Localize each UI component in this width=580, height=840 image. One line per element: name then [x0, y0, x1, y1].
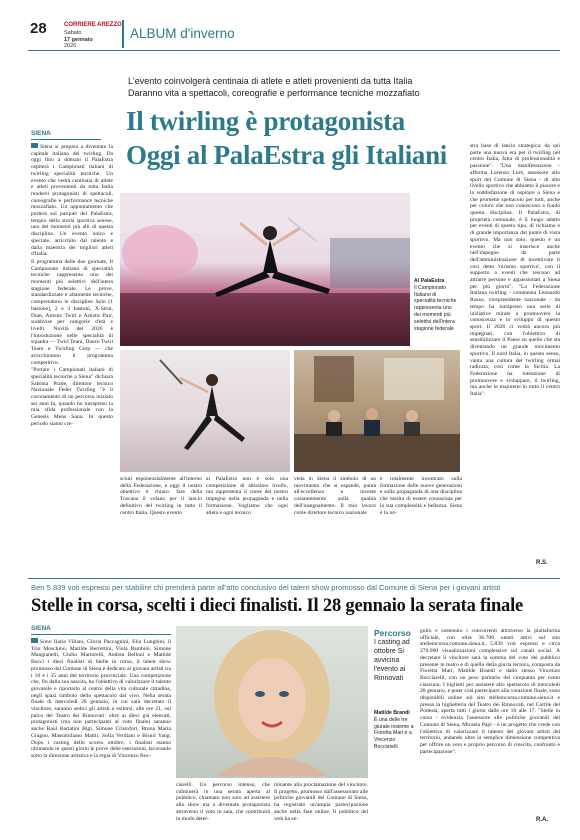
photo-twirler-baton [120, 350, 290, 472]
article1-title-line-1: Il twirling è protagonista [126, 106, 405, 136]
article1-bottom-col-3: veda in Siena il simbolo di un movimento che si espande, punta all'eccellenza e investe costantemente sulla qualità dell'insegnamento. Il mio lavoro come direttore tecnico nazionale [294, 476, 376, 516]
article2-title: Stelle in corsa, scelti i dieci finalisti. Il 28 gennaio la serata finale [31, 596, 524, 616]
article2-location: SIENA [31, 625, 51, 632]
article1-title-line-2: Oggi al PalaEstra gli Italiani [126, 140, 448, 170]
article1-caption-title: Al PalaEstra [414, 278, 445, 284]
twirler-baton-illustration [120, 350, 290, 472]
kicker-line-1: L'evento coinvolgerà centinaia di atlete e atleti provenienti da tutta Italia [128, 76, 413, 86]
photo-press-conference [294, 350, 460, 472]
article2-column-3: minante alla proclamazione del vincitore. Il progetto, promosso dall'assessorato alle politiche giovanili del Comune di Siena, ha registrato un'ampia partecipazione anche nella fase online. Il pubblico del web ha se- [274, 782, 368, 822]
section-title: ALBUM d'inverno [130, 26, 235, 41]
date-date: 17 gennaio [64, 36, 93, 43]
article1-column-right: stra base di lancio strategica: da qui parte una nuova era per il twirling nel centro Italia, fatta di professionalità e passione". "Una manifestazione - afferma Lorenzo Loré, assessore allo sport del Comune di Siena - di alto livello sportivo che abbiamo il piacere e la soddisfazione di ospitare a Siena e che promette spettacolo per tutti, anche per coloro che non conoscono a fondo questa disciplina. Il PalaEstra, di proprietà comunale, è il luogo adatto per eventi di questo tipo, di richiamo e di grande importanza dal punto di vista sportivo. Ma non solo: questo è un evento che si inserisce anche nell'impegno da parte dell'amministrazione di incentivare il così detto 'turismo sportivo', con il supporto a eventi che rescono ad attrarre persone e appassionati a Siena per più giorni". "La Federazione Italiana twirling - commenta Leonardo Russo, vicepresidente nazionale - da tempo ha intrapreso una serie di iniziative mirate a promuovere la conoscenza e lo sviluppo di questo sport. Il 2026 ci vedrà ancora più impegnati, con l'obiettivo di sensibilizzare il Paese su quello che sta diventando un grande movimento sportivo. Il nord Italia, in questo senso, vanta una cultura del twirling ormai radicata, così come la Sicilia. La Federazione ha intenzione di promuovere e sviluppare, il twirling, ma anche le majorette in tutto il centro Italia". [470, 143, 560, 398]
article1-caption-body: Il Campionato Italiano di specialità tecniche rappresenta uno dei momenti più selettivi dell'intera stagione federale [414, 284, 457, 332]
twirler-leap-illustration [120, 193, 410, 346]
article2-caption-matilde [374, 710, 414, 751]
article2-column-right: guito e sostenuto i concorrenti attraverso la piattaforma ufficiale, con oltre 36.700 utenti attivi sul sito stelleincorsa.comune.siena.it, 5.839 voti espressi e circa 270.000 visualizzazioni complessive sui canali social. A decretare il vincitore sarà la somma del voto del pubblico presente in teatro e di quello della giuria tecnica, composta da Fioretta Mari, Matilde Brandi e dallo stesso Vincenzo Bocciarelli, con un peso paritario del cinquanta per cento ciascuno. I biglietti per assistere allo spettacolo di mercoledì 28 gennaio, e poter così partecipare alla votazione finale, sono disponibili online sul sito stelleincorsa.comune.siena.it e presso la biglietteria del Teatro dei Rinnovati, nel Cortile del Podestà, aperta tutti i giorni dalle ore 10 alle 17. "Stelle in corsa - evidenzia l'assessore alle politiche giovanili del Comune di Siena, Micaela Papi - è un progetto che crede con l'obiettivo di valorizzare il talento dei giovani artisti del territorio, andando oltre la semplice dimensione competitiva per offrire un vero e proprio percorso di crescita, confronto e partecipazione". [420, 628, 560, 755]
article1-column-1: Siena si prepara a diventare la capitale italiana del twirling. Da oggi fino a domani il PalaEstra ospiterà i Campionati italiani di twirling specialità tecniche. Un evento che vedrà centinaia di atlete e atleti provenienti da tutta Italia rendersi protagonisti di spettacoli, coreografie e performance tecniche mozzafiato. Un appuntamento che porterà sul parquet del PalaEstra, tempio della storia sportiva senese, uno dei momenti più alti di questa disciplina. Un evento unico e speciale, arricchito dal talento e dalla maestria dei migliori atleti d'Italia. Il programma delle due giornate. Il Campionato italiano di specialità tecniche rappresenta uno dei momenti più selettivi dell'intera stagione federale. Le prove, standardizzate e altamente tecniche, comprendono le discipline Solo (1 bastone), 2 e 3 bastoni, X-Strut, Duet, Artistic Twirl e Artistic Pair, suddivise per categorie d'età e livelli. Novità del 2026 è l'introduzione nelle specialità di squadra — Twirl Team, Dance Twirl Team e Twirling Corp — che arricchiranno il programma competitivo. "Portare i Campionati italiani di specialità tecniche a Siena" dichiara Sabrina Prade, direttore tecnico Nazionale Feder Twirling "è il coronamento di un percorso iniziato sei anni fa, quando ho intrapreso la mia sfida professionale con la Genesis Mens Sana. In questo periodo siamo cre- [31, 144, 113, 427]
article1-caption [414, 278, 458, 332]
photo-twirler-leap [120, 193, 410, 346]
brand-right: AREZZO [97, 22, 122, 28]
header-rule [28, 50, 560, 51]
article2-column-2: ciarelli. Un percorso intenso, che culminerà in una serata aperta al pubblico, chiamato non solo ad assistere allo show ma a diventare protagonista attraverso il voto in sala, che contribuirà in modo deter- [176, 782, 270, 822]
press-conference-illustration [294, 350, 460, 472]
lead-square [31, 143, 38, 148]
page-number: 28 [30, 20, 47, 37]
date-block [64, 30, 93, 50]
header-divider [122, 20, 124, 48]
article-separator [28, 578, 560, 579]
article2-caption-percorso [374, 628, 416, 683]
article2-signature: R.A. [536, 817, 548, 823]
article1-bottom-col-2: al PalaEstra non è solo una competizione di altissimo livello, ma rappresenta il cuore del nostro impegno nella propaganda e nella formazione. Vogliamo che ogni atleta e ogni tecnico [206, 476, 288, 516]
article1-signature: R.S. [536, 560, 548, 566]
article2-caption2-title: Matilde Brandi [374, 710, 410, 716]
article2-column-1: Sono Ilaria Villani, Gloria Paccagnini, Elia Lunghini, il Trio Moschino, Matilde Berrettini, Viola Bambini, Simone Mangianelli, Giulio Martorelli, Andrea Belloni e Matilde Bocci i dieci finalisti di Stelle in corsa, il talent show promosso dal Comune di Siena e dedicato ai giovani artisti tra i 18 e i 35 anni del territorio provinciale. Una competizione che, fin dalla sua nascita, ha l'obiettivo di valorizzare il talento giovanile e riportarlo al centro della vita culturale cittadina, negli spazi simbolo dello spettacolo dal vivo. Nella serata finale di mercoledì 28 gennaio, in cui sarà decretato il vincitore, saranno sedici gli artisti a esibirsi, alle ore 21, sul palco del Teatro dei Rinnovati: oltre ai dieci già elencati, protagonisti (ma non partecipanti al voto finale) saranno anche Raul Bartalini Bigi, Simone Cristofori, Bruna Maria Giugno, Massimiliano Mattii, Sofia Verdiani e Bisuri Yang. Dopo i casting dello scorso ottobre, i finalisti stanno ultimando in questi giorni le prove delle esecuzioni, lavorando sotto la direzione artistica e la regia di Vincenzo Boc- [31, 639, 171, 759]
article1-bottom-col-1: sciuti esponenzialmente all'interno della Federazione, e oggi il nostro obiettivo è chiaro: fare della Toscana il volano per il lancio definitivo del twirling in tutto il centro Italia. Questo evento [120, 476, 202, 516]
article2-loc-rule [31, 634, 171, 635]
brand-left: CORRIERE [64, 22, 96, 28]
article2-caption-title: Percorso [374, 628, 411, 638]
photo-matilde-brandi [176, 626, 368, 778]
lead-square-2 [31, 638, 38, 643]
article2-kicker: Ben 5.839 voti espressi per stabilire chi prenderà parte all'atto conclusivo del talent show promosso dal Comune di Siena per i giovani artisti [31, 583, 501, 592]
article2-caption2-body: È una delle tre giurate insieme a Fioretta Mari e a Vincenzo Bocciarelli [374, 716, 414, 750]
article2-caption-body: I casting ad ottobre Si avvicina l'evento ai Rinnovati [374, 639, 410, 682]
date-year: 2026 [64, 43, 77, 50]
article1-location: SIENA [31, 130, 51, 137]
article1-loc-rule [31, 139, 101, 140]
date-day: Sabato [64, 30, 82, 36]
portrait-illustration [176, 626, 368, 778]
kicker-line-2: Daranno vita a spettacoli, coreografie e performance tecniche mozzafiato [128, 88, 420, 98]
article1-bottom-col-4: è totalmente incentrato sulla formazione delle nuove generazioni e sulla propaganda di una disciplina che merita di essere conosciuta per la sua complessità e bellezza. Siena è la no- [380, 476, 462, 516]
masthead [64, 22, 122, 28]
